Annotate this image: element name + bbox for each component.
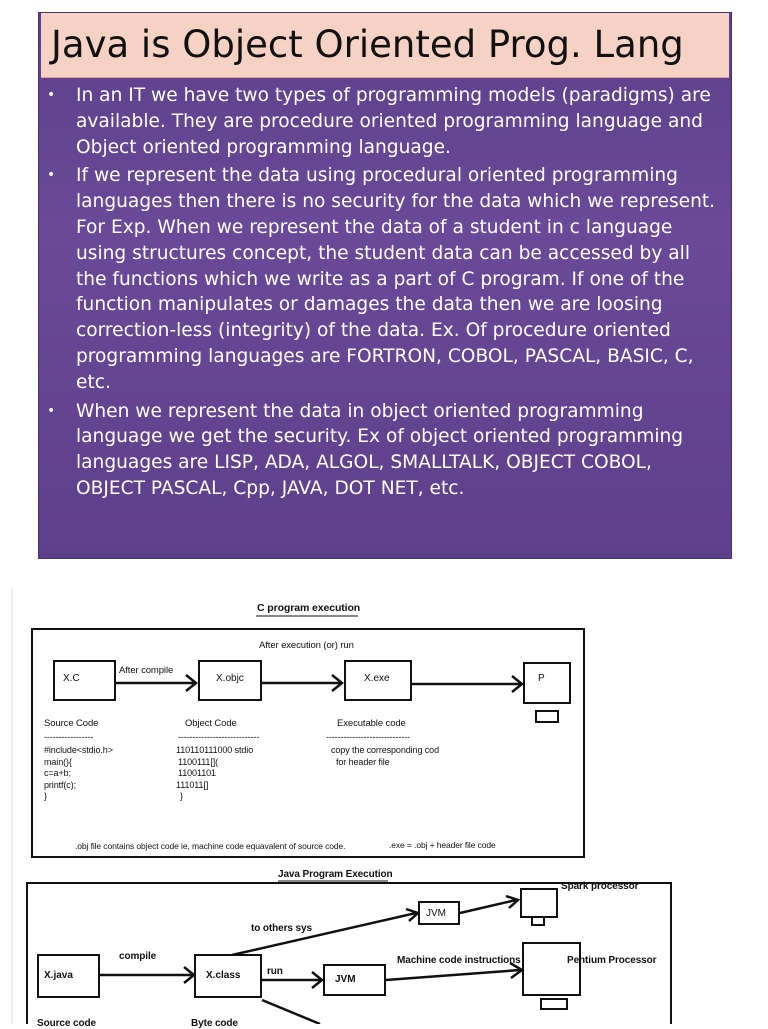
monitor-box: P	[523, 662, 571, 704]
byte-code-label: Byte code	[191, 1018, 238, 1029]
c-diagram-title: C program execution	[257, 602, 361, 614]
java-source-box: X.java	[37, 954, 100, 998]
class-file-box: X.class	[194, 954, 262, 998]
bullet-icon: •	[47, 87, 56, 103]
bullet-icon: •	[47, 402, 56, 419]
object-code-lines: 110110111000 stdio 1100111[]( 11001101 111011[] }	[176, 745, 254, 801]
slide-title: Java is Object Oriented Prog. Lang	[51, 23, 684, 66]
jvm-box-other: JVM	[418, 901, 460, 925]
exe-dashes: -----------------------------	[326, 732, 411, 742]
jvm-box-local: JVM	[323, 964, 386, 996]
to-others-label: to others sys	[251, 923, 312, 934]
bullet-item: • When we represent the data in object oriented programming language we get the security. Ex of object oriented programming languages are LISP, ADA, ALGOL, SMALLTALK, OBJECT COBOL, OBJECT PASCAL, Cpp, JAVA, DOT NET, etc.	[47, 400, 684, 499]
obj-file-note: .obj file contains object code ie, machine code equavalent of source code.	[75, 841, 346, 851]
source-file-box: X.C	[53, 660, 116, 701]
compile-label: compile	[119, 951, 157, 962]
run-label: run	[267, 966, 283, 977]
bullet-icon: •	[47, 167, 56, 184]
object-dashes: ----------------------------	[178, 732, 260, 742]
pentium-processor-label: Pentium Processor	[567, 955, 657, 966]
exe-code-label: Executable code	[337, 718, 406, 729]
java-diagram-title: Java Program Execution	[278, 869, 393, 880]
java-source-code-label: Source code	[37, 1018, 96, 1029]
object-file-box: X.objc	[198, 660, 262, 701]
after-execution-label: After execution (or) run	[259, 640, 354, 651]
bullet-item: • In an IT we have two types of programming models (paradigms) are available. They are procedure oriented programming language and Object oriented programming language.	[47, 85, 711, 158]
machine-code-label: Machine code instructions	[397, 955, 521, 966]
after-compile-label: After compile	[119, 665, 174, 676]
object-code-label: Object Code	[185, 718, 237, 729]
bullet-item: • If we represent the data using procedural oriented programming languages then there is no security for the data which we represent. For Exp. When we represent the data of a student in c language using structures concept, the student data can be accessed by all the functions which we write as a part of C program. If one of the function manipulates or damages the data then we are loosing correction-less (integrity) of the data. Ex. Of procedure oriented programming languages are FORTRON, COBOL, PASCAL, BASIC, C, etc.	[47, 165, 716, 393]
spark-processor-label: Spark processor	[561, 881, 639, 892]
source-code-label: Source Code	[44, 718, 99, 729]
source-code-lines: #include<stdio.h> main(){ c=a+b; printf(c); }	[44, 745, 113, 801]
exe-code-lines: copy the corresponding cod for header file	[331, 745, 439, 767]
source-dashes: -----------------	[44, 732, 94, 742]
exe-file-note: .exe = .obj + header file code	[389, 840, 496, 850]
exe-file-box: X.exe	[344, 660, 412, 701]
